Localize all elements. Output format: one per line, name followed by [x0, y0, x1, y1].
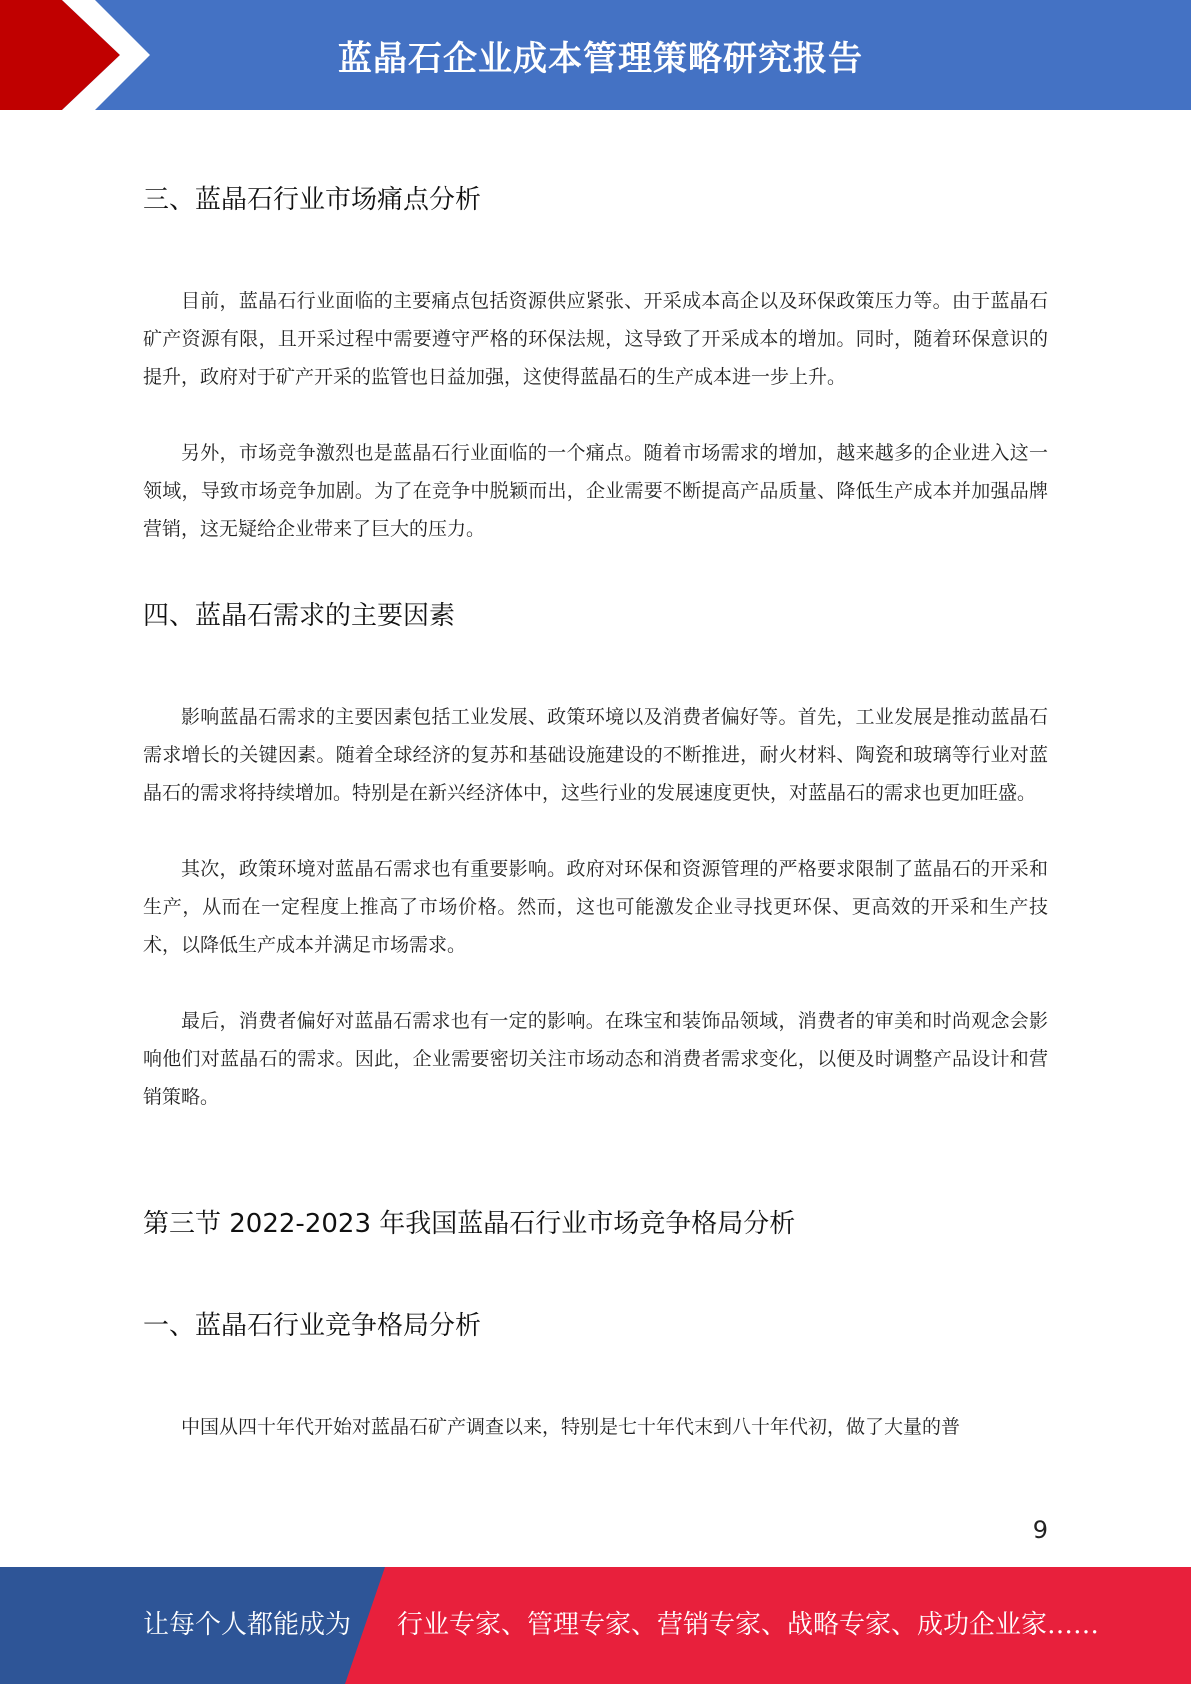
footer-slogan-left: 让每个人都能成为: [143, 1610, 352, 1640]
section-heading-competition-pattern: 一、蓝晶石行业竞争格局分析: [143, 1311, 482, 1341]
report-title: 蓝晶石企业成本管理策略研究报告: [338, 38, 863, 79]
paragraph-demand-3: 最后，消费者偏好对蓝晶石需求也有一定的影响。在珠宝和装饰品领域，消费者的审美和时尚观念会影响他们对蓝晶石的需求。因此，企业需要密切关注市场动态和消费者需求变化，以便及时调整产品设计和营销策略。: [143, 1010, 1048, 1108]
footer-slogan-right: 行业专家、管理专家、营销专家、战略专家、成功企业家……: [397, 1610, 1100, 1640]
paragraph-pain-points-1: 目前，蓝晶石行业面临的主要痛点包括资源供应紧张、开采成本高企以及环保政策压力等。由于蓝晶石矿产资源有限，且开采过程中需要遵守严格的环保法规，这导致了开采成本的增加。同时，随着环保意识的提升，政府对于矿产开采的监管也日益加强，这使得蓝晶石的生产成本进一步上升。: [143, 290, 1048, 388]
section-heading-demand-factors: 四、蓝晶石需求的主要因素: [143, 601, 456, 631]
page-footer: [0, 1567, 1191, 1684]
chapter-heading-competition: 第三节 2022-2023 年我国蓝晶石行业市场竞争格局分析: [143, 1209, 796, 1239]
page-content: [143, 170, 1048, 1446]
paragraph-competition-1: 中国从四十年代开始对蓝晶石矿产调查以来，特别是七十年代末到八十年代初，做了大量的普: [181, 1416, 961, 1438]
page-number: 9: [1032, 1516, 1048, 1544]
paragraph-pain-points-2: 另外，市场竞争激烈也是蓝晶石行业面临的一个痛点。随着市场需求的增加，越来越多的企业进入这一领域，导致市场竞争加剧。为了在竞争中脱颖而出，企业需要不断提高产品质量、降低生产成本并加强品牌营销，这无疑给企业带来了巨大的压力。: [143, 442, 1048, 540]
paragraph-demand-2: 其次，政策环境对蓝晶石需求也有重要影响。政府对环保和资源管理的严格要求限制了蓝晶石的开采和生产，从而在一定程度上推高了市场价格。然而，这也可能激发企业寻找更环保、更高效的开采和生产技术，以降低生产成本并满足市场需求。: [143, 858, 1048, 956]
section-heading-pain-points: 三、蓝晶石行业市场痛点分析: [143, 185, 482, 215]
page-header: [0, 0, 1191, 110]
paragraph-demand-1: 影响蓝晶石需求的主要因素包括工业发展、政策环境以及消费者偏好等。首先，工业发展是推动蓝晶石需求增长的关键因素。随着全球经济的复苏和基础设施建设的不断推进，耐火材料、陶瓷和玻璃等行业对蓝晶石的需求将持续增加。特别是在新兴经济体中，这些行业的发展速度更快，对蓝晶石的需求也更加旺盛。: [143, 706, 1048, 804]
